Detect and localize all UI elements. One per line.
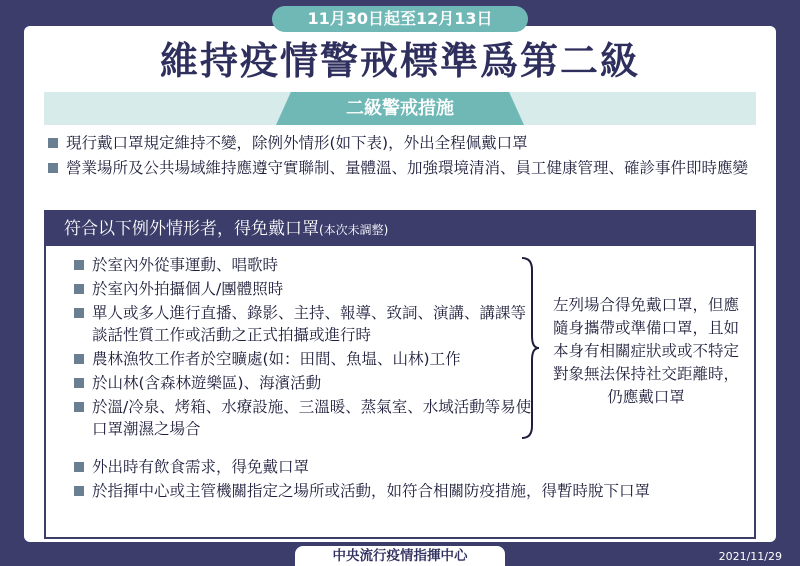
exceptions-panel <box>44 210 756 539</box>
exception-text: 於溫/冷泉、烤箱、水療設施、三溫暖、蒸氣室、水域活動等易使口罩潮濕之場合 <box>92 398 532 438</box>
square-bullet-icon <box>48 163 58 173</box>
square-bullet-icon <box>74 308 84 318</box>
exceptions-header-text: 符合以下例外情形者，得免戴口罩 <box>64 219 319 239</box>
exception-text: 於指揮中心或主管機關指定之場所或活動，如符合相關防疫措施，得暫時脫下口罩 <box>92 482 651 500</box>
exceptions-header <box>46 212 754 246</box>
list-item <box>74 348 534 370</box>
date-range-badge: 11月30日起至12月13日 <box>272 6 528 32</box>
exception-list <box>74 254 534 442</box>
additional-exception-list <box>74 456 734 504</box>
list-item <box>74 254 534 276</box>
list-item <box>74 456 734 478</box>
page-title: 維持疫情警戒標準爲第二級 <box>159 39 640 83</box>
square-bullet-icon <box>74 462 84 472</box>
exception-text: 於室內外拍攝個人/團體照時 <box>92 280 284 298</box>
curly-brace-icon <box>520 256 540 440</box>
agency-label: 中央流行疫情指揮中心 <box>295 546 505 566</box>
square-bullet-icon <box>74 378 84 388</box>
square-bullet-icon <box>74 402 84 412</box>
exceptions-header-note: (本次未調整) <box>319 223 389 237</box>
square-bullet-icon <box>48 138 58 148</box>
square-bullet-icon <box>74 284 84 294</box>
list-item <box>74 480 734 502</box>
rule-item <box>48 132 760 154</box>
banner-label: 二級警戒措施 <box>346 98 454 119</box>
square-bullet-icon <box>74 354 84 364</box>
list-item <box>74 302 534 346</box>
exception-text: 於山林(含森林遊樂區)、海濱活動 <box>92 374 322 392</box>
rule-text: 現行戴口罩規定維持不變，除例外情形(如下表)，外出全程佩戴口罩 <box>66 134 528 152</box>
exception-note: 左列場合得免戴口罩，但應隨身攜帶或準備口罩，且如本身有相關症狀或或不特定對象無法保持社交距離時，仍應戴口罩 <box>552 296 739 406</box>
exception-text: 農林漁牧工作者於空曠處(如：田間、魚塭、山林)工作 <box>92 350 461 368</box>
rule-text: 營業場所及公共場域維持應遵守實聯制、量體溫、加強環境清消、員工健康管理、確診事件即時應變 <box>66 159 749 177</box>
section-banner <box>44 92 756 125</box>
list-item <box>74 372 534 394</box>
rule-list <box>48 132 760 182</box>
exception-text: 於室內外從事運動、唱歌時 <box>92 256 279 274</box>
publish-date: 2021/11/29 <box>718 550 782 563</box>
list-item <box>74 278 534 300</box>
exception-text: 單人或多人進行直播、錄影、主持、報導、致詞、演講、講課等談話性質工作或活動之正式拍攝或進行時 <box>92 304 527 344</box>
list-item <box>74 396 534 440</box>
square-bullet-icon <box>74 260 84 270</box>
square-bullet-icon <box>74 486 84 496</box>
rule-item <box>48 157 760 179</box>
exception-text: 外出時有飲食需求，得免戴口罩 <box>92 458 310 476</box>
